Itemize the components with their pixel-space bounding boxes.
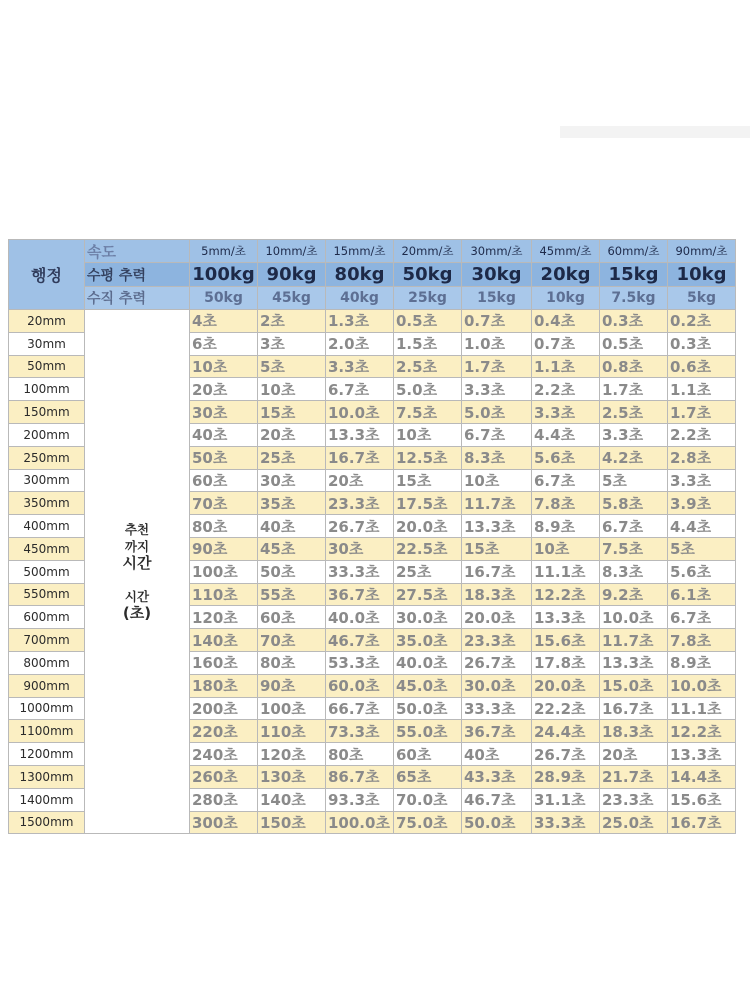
time-cell: 5.0초: [462, 401, 532, 424]
time-cell: 3.3초: [326, 355, 394, 378]
time-cell: 33.3초: [462, 697, 532, 720]
time-cell: 7.5초: [394, 401, 462, 424]
time-cell: 5.6초: [532, 446, 600, 469]
time-cell: 300초: [190, 811, 258, 834]
time-cell: 16.7초: [326, 446, 394, 469]
time-cell: 260초: [190, 765, 258, 788]
time-cell: 2.2초: [668, 423, 736, 446]
speed-cell: 15mm/초: [326, 240, 394, 263]
time-cell: 30.0초: [462, 674, 532, 697]
time-cell: 4.4초: [668, 515, 736, 538]
time-cell: 11.1초: [668, 697, 736, 720]
time-cell: 20초: [258, 423, 326, 446]
speed-cell: 60mm/초: [600, 240, 668, 263]
time-cell: 33.3초: [326, 560, 394, 583]
time-cell: 5.0초: [394, 378, 462, 401]
time-cell: 180초: [190, 674, 258, 697]
header-row-vertical: [9, 287, 736, 310]
time-cell: 13.3초: [532, 606, 600, 629]
time-cell: 27.5초: [394, 583, 462, 606]
time-cell: 1.1초: [668, 378, 736, 401]
time-cell: 5.8초: [600, 492, 668, 515]
time-cell: 5초: [258, 355, 326, 378]
time-cell: 22.2초: [532, 697, 600, 720]
horizontal-thrust-cell: 10kg: [668, 263, 736, 287]
time-cell: 0.5초: [394, 310, 462, 333]
time-cell: 1.5초: [394, 332, 462, 355]
time-cell: 20초: [190, 378, 258, 401]
time-cell: 20초: [326, 469, 394, 492]
vertical-thrust-cell: 7.5kg: [600, 287, 668, 310]
time-cell: 10초: [462, 469, 532, 492]
time-cell: 3.3초: [532, 401, 600, 424]
time-cell: 46.7초: [462, 788, 532, 811]
time-cell: 10초: [258, 378, 326, 401]
time-cell: 31.1초: [532, 788, 600, 811]
time-cell: 5초: [668, 537, 736, 560]
time-cell: 6.1초: [668, 583, 736, 606]
time-cell: 1.0초: [462, 332, 532, 355]
time-cell: 6초: [190, 332, 258, 355]
table-row: [9, 310, 736, 333]
time-cell: 20.0초: [394, 515, 462, 538]
time-cell: 70초: [190, 492, 258, 515]
time-cell: 90초: [190, 537, 258, 560]
time-cell: 0.7초: [532, 332, 600, 355]
time-cell: 26.7초: [532, 743, 600, 766]
time-cell: 50.0초: [394, 697, 462, 720]
vertical-thrust-cell: 45kg: [258, 287, 326, 310]
time-cell: 13.3초: [326, 423, 394, 446]
stroke-cell: 300mm: [9, 469, 85, 492]
horizontal-thrust-cell: 90kg: [258, 263, 326, 287]
time-cell: 25.0초: [600, 811, 668, 834]
recommended-time-text: 까지: [124, 539, 150, 555]
time-cell: 240초: [190, 743, 258, 766]
time-cell: 55.0초: [394, 720, 462, 743]
horizontal-thrust-cell: 50kg: [394, 263, 462, 287]
time-cell: 7.8초: [668, 629, 736, 652]
time-cell: 1.3초: [326, 310, 394, 333]
stroke-cell: 1400mm: [9, 788, 85, 811]
top-strip: [560, 126, 750, 138]
time-cell: 12.2초: [532, 583, 600, 606]
time-cell: 3.3초: [668, 469, 736, 492]
time-cell: 23.3초: [600, 788, 668, 811]
time-cell: 0.5초: [600, 332, 668, 355]
time-cell: 33.3초: [532, 811, 600, 834]
time-cell: 17.8초: [532, 651, 600, 674]
time-cell: 80초: [190, 515, 258, 538]
stroke-cell: 250mm: [9, 446, 85, 469]
time-cell: 70.0초: [394, 788, 462, 811]
time-cell: 220초: [190, 720, 258, 743]
time-cell: 50초: [258, 560, 326, 583]
vertical-thrust-cell: 50kg: [190, 287, 258, 310]
stroke-cell: 1300mm: [9, 765, 85, 788]
time-cell: 1.7초: [668, 401, 736, 424]
time-cell: 2.2초: [532, 378, 600, 401]
stroke-cell: 600mm: [9, 606, 85, 629]
speed-cell: 10mm/초: [258, 240, 326, 263]
time-cell: 24.4초: [532, 720, 600, 743]
time-cell: 45초: [258, 537, 326, 560]
vertical-thrust-cell: 5kg: [668, 287, 736, 310]
time-cell: 5.6초: [668, 560, 736, 583]
time-cell: 40초: [190, 423, 258, 446]
time-cell: 15.6초: [532, 629, 600, 652]
time-cell: 10.0초: [326, 401, 394, 424]
speed-cell: 90mm/초: [668, 240, 736, 263]
time-cell: 45.0초: [394, 674, 462, 697]
stroke-cell: 150mm: [9, 401, 85, 424]
time-cell: 43.3초: [462, 765, 532, 788]
time-cell: 10초: [532, 537, 600, 560]
time-cell: 30.0초: [394, 606, 462, 629]
vertical-thrust-cell: 10kg: [532, 287, 600, 310]
stroke-cell: 350mm: [9, 492, 85, 515]
actuator-speed-table: [8, 239, 736, 834]
time-cell: 65초: [394, 765, 462, 788]
time-cell: 2.8초: [668, 446, 736, 469]
spacer: [85, 572, 189, 588]
time-cell: 280초: [190, 788, 258, 811]
time-cell: 25초: [394, 560, 462, 583]
time-cell: 17.5초: [394, 492, 462, 515]
time-cell: 130초: [258, 765, 326, 788]
time-cell: 3초: [258, 332, 326, 355]
time-cell: 100초: [258, 697, 326, 720]
stroke-cell: 550mm: [9, 583, 85, 606]
recommended-time-text: 시간: [124, 589, 150, 605]
time-cell: 60.0초: [326, 674, 394, 697]
time-cell: 12.5초: [394, 446, 462, 469]
time-cell: 0.3초: [600, 310, 668, 333]
time-cell: 9.2초: [600, 583, 668, 606]
stroke-cell: 900mm: [9, 674, 85, 697]
time-cell: 10.0초: [600, 606, 668, 629]
time-cell: 16.7초: [462, 560, 532, 583]
time-cell: 110초: [258, 720, 326, 743]
time-cell: 22.5초: [394, 537, 462, 560]
stroke-cell: 30mm: [9, 332, 85, 355]
stroke-cell: 800mm: [9, 651, 85, 674]
horizontal-thrust-cell: 15kg: [600, 263, 668, 287]
stroke-cell: 50mm: [9, 355, 85, 378]
time-cell: 14.4초: [668, 765, 736, 788]
time-cell: 11.7초: [462, 492, 532, 515]
vertical-thrust-cell: 40kg: [326, 287, 394, 310]
horizontal-thrust-cell: 30kg: [462, 263, 532, 287]
stroke-cell: 200mm: [9, 423, 85, 446]
time-cell: 40초: [258, 515, 326, 538]
time-cell: 53.3초: [326, 651, 394, 674]
time-cell: 18.3초: [462, 583, 532, 606]
time-cell: 36.7초: [462, 720, 532, 743]
time-cell: 30초: [258, 469, 326, 492]
time-cell: 3.9초: [668, 492, 736, 515]
time-cell: 2.0초: [326, 332, 394, 355]
header-row-horizontal: [9, 263, 736, 287]
stroke-cell: 1200mm: [9, 743, 85, 766]
time-cell: 0.3초: [668, 332, 736, 355]
time-cell: 12.2초: [668, 720, 736, 743]
time-cell: 6.7초: [668, 606, 736, 629]
time-cell: 73.3초: [326, 720, 394, 743]
stroke-cell: 700mm: [9, 629, 85, 652]
time-cell: 90초: [258, 674, 326, 697]
time-cell: 10초: [190, 355, 258, 378]
time-cell: 120초: [258, 743, 326, 766]
horizontal-thrust-cell: 80kg: [326, 263, 394, 287]
time-cell: 26.7초: [326, 515, 394, 538]
time-cell: 4초: [190, 310, 258, 333]
time-cell: 28.9초: [532, 765, 600, 788]
time-cell: 21.7초: [600, 765, 668, 788]
time-cell: 23.3초: [462, 629, 532, 652]
time-cell: 2.5초: [600, 401, 668, 424]
time-cell: 2.5초: [394, 355, 462, 378]
stroke-header: 행정: [9, 240, 85, 310]
vertical-thrust-label: 수직 추력: [85, 287, 190, 310]
time-cell: 20.0초: [532, 674, 600, 697]
stroke-cell: 400mm: [9, 515, 85, 538]
time-cell: 25초: [258, 446, 326, 469]
time-cell: 30초: [190, 401, 258, 424]
time-cell: 6.7초: [600, 515, 668, 538]
time-cell: 120초: [190, 606, 258, 629]
time-cell: 93.3초: [326, 788, 394, 811]
time-cell: 80초: [326, 743, 394, 766]
time-cell: 35.0초: [394, 629, 462, 652]
time-cell: 75.0초: [394, 811, 462, 834]
recommended-time-text: (초): [122, 604, 152, 623]
time-cell: 60초: [394, 743, 462, 766]
time-cell: 66.7초: [326, 697, 394, 720]
time-cell: 15초: [394, 469, 462, 492]
time-cell: 0.6초: [668, 355, 736, 378]
time-cell: 18.3초: [600, 720, 668, 743]
time-cell: 3.3초: [462, 378, 532, 401]
time-cell: 16.7초: [600, 697, 668, 720]
stroke-cell: 1500mm: [9, 811, 85, 834]
time-cell: 4.2초: [600, 446, 668, 469]
time-cell: 6.7초: [462, 423, 532, 446]
time-cell: 55초: [258, 583, 326, 606]
time-cell: 110초: [190, 583, 258, 606]
time-cell: 140초: [258, 788, 326, 811]
recommended-time-text: 시간: [122, 554, 152, 573]
stroke-cell: 450mm: [9, 537, 85, 560]
time-cell: 10초: [394, 423, 462, 446]
time-cell: 6.7초: [326, 378, 394, 401]
time-cell: 7.5초: [600, 537, 668, 560]
time-cell: 200초: [190, 697, 258, 720]
recommended-time-label: [85, 310, 190, 834]
time-cell: 8.3초: [600, 560, 668, 583]
time-cell: 40초: [462, 743, 532, 766]
vertical-thrust-cell: 15kg: [462, 287, 532, 310]
time-cell: 0.8초: [600, 355, 668, 378]
time-cell: 8.9초: [532, 515, 600, 538]
time-cell: 3.3초: [600, 423, 668, 446]
speed-label: 속도: [85, 240, 190, 263]
time-cell: 50.0초: [462, 811, 532, 834]
time-cell: 1.7초: [600, 378, 668, 401]
vertical-thrust-cell: 25kg: [394, 287, 462, 310]
time-cell: 13.3초: [668, 743, 736, 766]
time-cell: 1.1초: [532, 355, 600, 378]
stroke-cell: 100mm: [9, 378, 85, 401]
recommended-time-text: 추천: [124, 522, 150, 538]
time-cell: 13.3초: [600, 651, 668, 674]
time-cell: 15초: [462, 537, 532, 560]
speed-cell: 5mm/초: [190, 240, 258, 263]
time-cell: 60초: [190, 469, 258, 492]
time-cell: 160초: [190, 651, 258, 674]
time-cell: 2초: [258, 310, 326, 333]
time-cell: 150초: [258, 811, 326, 834]
time-cell: 36.7초: [326, 583, 394, 606]
time-cell: 40.0초: [394, 651, 462, 674]
header-row-speed: [9, 240, 736, 263]
time-cell: 4.4초: [532, 423, 600, 446]
time-cell: 10.0초: [668, 674, 736, 697]
horizontal-thrust-cell: 100kg: [190, 263, 258, 287]
time-cell: 100.0초: [326, 811, 394, 834]
time-cell: 60초: [258, 606, 326, 629]
time-cell: 15초: [258, 401, 326, 424]
speed-cell: 30mm/초: [462, 240, 532, 263]
time-cell: 23.3초: [326, 492, 394, 515]
time-cell: 0.2초: [668, 310, 736, 333]
time-cell: 140초: [190, 629, 258, 652]
time-cell: 11.1초: [532, 560, 600, 583]
time-cell: 100초: [190, 560, 258, 583]
time-cell: 86.7초: [326, 765, 394, 788]
time-cell: 16.7초: [668, 811, 736, 834]
time-cell: 30초: [326, 537, 394, 560]
time-cell: 5초: [600, 469, 668, 492]
time-cell: 6.7초: [532, 469, 600, 492]
time-cell: 0.4초: [532, 310, 600, 333]
time-cell: 0.7초: [462, 310, 532, 333]
horizontal-thrust-cell: 20kg: [532, 263, 600, 287]
time-cell: 26.7초: [462, 651, 532, 674]
time-cell: 1.7초: [462, 355, 532, 378]
stroke-cell: 500mm: [9, 560, 85, 583]
time-cell: 80초: [258, 651, 326, 674]
time-cell: 15.0초: [600, 674, 668, 697]
time-cell: 46.7초: [326, 629, 394, 652]
time-cell: 8.9초: [668, 651, 736, 674]
speed-cell: 45mm/초: [532, 240, 600, 263]
time-cell: 11.7초: [600, 629, 668, 652]
time-cell: 15.6초: [668, 788, 736, 811]
stroke-cell: 1100mm: [9, 720, 85, 743]
stroke-cell: 20mm: [9, 310, 85, 333]
time-cell: 50초: [190, 446, 258, 469]
time-cell: 35초: [258, 492, 326, 515]
time-cell: 70초: [258, 629, 326, 652]
stroke-cell: 1000mm: [9, 697, 85, 720]
time-cell: 40.0초: [326, 606, 394, 629]
time-cell: 7.8초: [532, 492, 600, 515]
time-cell: 20초: [600, 743, 668, 766]
time-cell: 13.3초: [462, 515, 532, 538]
horizontal-thrust-label: 수평 추력: [85, 263, 190, 287]
speed-cell: 20mm/초: [394, 240, 462, 263]
time-cell: 8.3초: [462, 446, 532, 469]
time-cell: 20.0초: [462, 606, 532, 629]
